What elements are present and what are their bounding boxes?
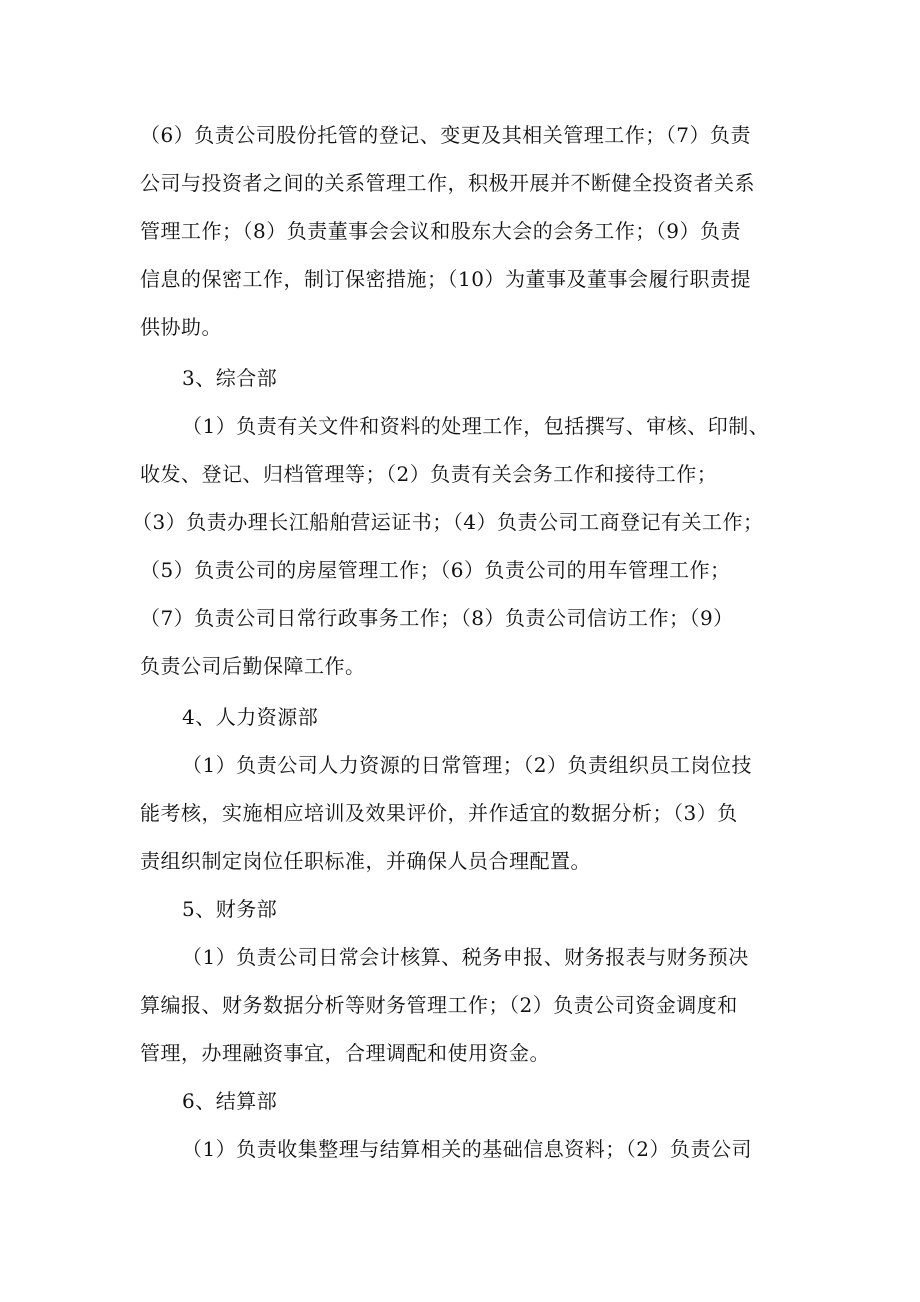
section-heading-general-department: 3、综合部 xyxy=(182,366,278,390)
paragraph-line: 管理，办理融资事宜，合理调配和使用资金。 xyxy=(140,1041,550,1065)
paragraph-line: 信息的保密工作，制订保密措施；（10）为董事及董事会履行职责提 xyxy=(140,267,751,291)
paragraph-line: （6）负责公司股份托管的登记、变更及其相关管理工作；（7）负责 xyxy=(140,123,751,147)
paragraph-line: 能考核，实施相应培训及效果评价，并作适宜的数据分析；（3）负 xyxy=(140,801,738,825)
paragraph-line: 管理工作；（8）负责董事会会议和股东大会的会务工作；（9）负责 xyxy=(140,219,741,243)
paragraph-line: （1）负责公司日常会计核算、税务申报、财务报表与财务预决 xyxy=(182,945,749,969)
paragraph-line: 公司与投资者之间的关系管理工作，积极开展并不断健全投资者关系 xyxy=(140,171,755,195)
paragraph-line: （1）负责收集整理与结算相关的基础信息资料；（2）负责公司 xyxy=(182,1137,752,1161)
paragraph-line: 收发、登记、归档管理等；（2）负责有关会务工作和接待工作； xyxy=(140,462,718,486)
paragraph-line: （5）负责公司的房屋管理工作；（6）负责公司的用车管理工作； xyxy=(140,558,731,582)
paragraph-line: 供协助。 xyxy=(140,315,222,339)
paragraph-line: （1）负责有关文件和资料的处理工作，包括撰写、审核、印制、 xyxy=(182,414,770,438)
paragraph-line: （3）负责办理长江船舶营运证书；（4）负责公司工商登记有关工作； xyxy=(132,510,764,534)
paragraph-line: 负责公司后勤保障工作。 xyxy=(140,654,366,678)
section-heading-hr-department: 4、人力资源部 xyxy=(182,705,319,729)
paragraph-line: （1）负责公司人力资源的日常管理；（2）负责组织员工岗位技 xyxy=(182,753,752,777)
paragraph-line: （7）负责公司日常行政事务工作；（8）负责公司信访工作；（9） xyxy=(140,606,734,630)
section-heading-finance-department: 5、财务部 xyxy=(182,897,278,921)
section-heading-settlement-department: 6、结算部 xyxy=(182,1089,278,1113)
paragraph-line: 算编报、财务数据分析等财务管理工作；（2）负责公司资金调度和 xyxy=(140,993,738,1017)
paragraph-line: 责组织制定岗位任职标准，并确保人员合理配置。 xyxy=(140,849,591,873)
